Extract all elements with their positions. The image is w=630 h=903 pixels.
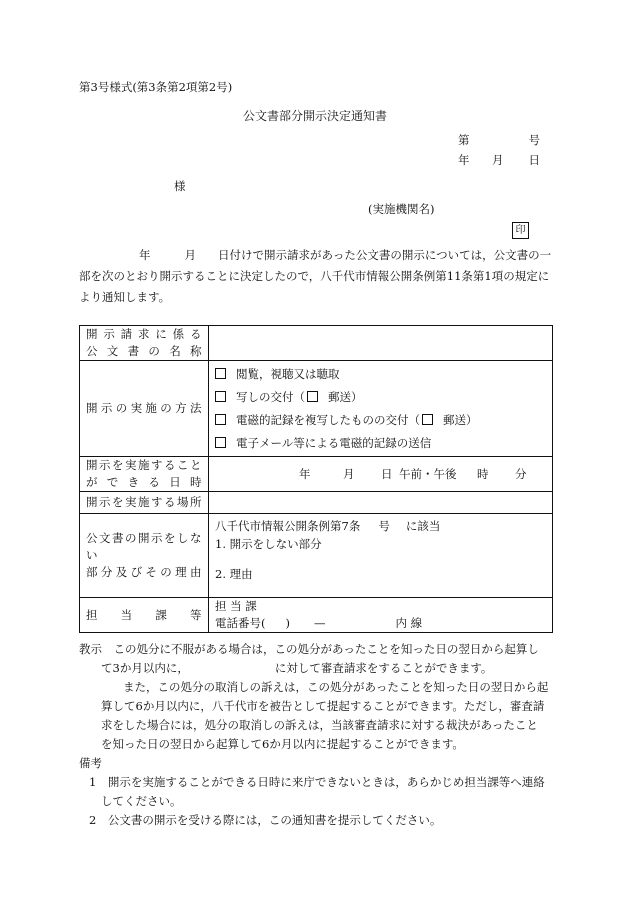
biko-item: 1 開示を実施することができる日時に来庁できないときは，あらかじめ担当課等へ連絡 xyxy=(89,775,545,789)
option-label: 郵送） xyxy=(328,389,363,404)
withheld-value[interactable] xyxy=(209,514,553,598)
ref-go: 号 xyxy=(528,133,540,147)
kyoji-text: に対して審査請求をすることができます。 xyxy=(274,661,493,675)
label-line: 部分及びその理由 xyxy=(86,565,202,579)
date-month: 月 xyxy=(492,153,504,167)
label-line: 開示を実施すること xyxy=(86,458,202,472)
doc-name-label xyxy=(80,326,209,361)
table-row xyxy=(80,361,553,457)
place-label xyxy=(80,492,209,514)
option-label: 閲覧，視聴又は聴取 xyxy=(236,366,340,381)
kyoji-line: 求をした場合には，処分の取消しの訴えは，当該審査請求に対する裁決があったこと xyxy=(101,718,538,732)
label-line: 開示請求に係る xyxy=(86,327,202,341)
label-line: 担当課等 xyxy=(86,607,202,622)
label-line: 開示を実施する場所 xyxy=(86,495,202,509)
checkbox-icon[interactable] xyxy=(215,414,226,425)
intro-line2: 部を次のとおり開示することに決定したので，八千代市情報公開条例第11条第1項の規定に xyxy=(79,269,550,283)
kyoji-line: 算して6か月以内に，八千代市を被告として提起することができます。ただし，審査請 xyxy=(101,699,545,713)
form-number: 第3号様式(第3条第2項第2号) xyxy=(79,80,233,94)
withheld-label xyxy=(80,514,209,598)
mail-checkbox-icon[interactable] xyxy=(422,414,433,425)
issuing-agency: (実施機関名) xyxy=(368,202,435,216)
reason-go: 号 xyxy=(378,519,390,533)
disclosure-table xyxy=(79,325,553,633)
method-option-electronic-copy[interactable] xyxy=(215,409,546,432)
reason-item-part: 1. 開示をしない部分 xyxy=(215,537,322,551)
contact-phone xyxy=(215,615,546,632)
label-line: 開示の実施の方法 xyxy=(86,401,202,415)
datetime-label xyxy=(80,457,209,492)
method-label xyxy=(80,361,209,457)
dt-hour: 時 xyxy=(477,466,489,481)
option-label: 郵送） xyxy=(443,412,478,427)
label-line: 公文書の開示をしない xyxy=(86,531,202,562)
method-option-email[interactable] xyxy=(215,432,546,455)
intro-line1: 日付けで開示請求があった公文書の開示については，公文書の一 xyxy=(218,248,552,262)
table-row xyxy=(80,514,553,598)
intro-line3: より通知します。 xyxy=(79,290,171,304)
table-row xyxy=(80,326,553,361)
checkbox-icon[interactable] xyxy=(215,391,226,402)
datetime-value[interactable] xyxy=(209,457,553,492)
phone-dash: — xyxy=(314,616,326,630)
method-options xyxy=(209,361,553,457)
intro-month: 月 xyxy=(184,248,196,262)
checkbox-icon[interactable] xyxy=(215,368,226,379)
addressee: 様 xyxy=(174,179,186,193)
label-line: ができる日時 xyxy=(86,475,202,489)
seal-mark: 印 xyxy=(512,222,529,239)
kyoji-line: を知った日の翌日から起算して6か月以内に提起することができます。 xyxy=(101,737,464,751)
dt-minute: 分 xyxy=(515,466,527,481)
doc-name-value[interactable] xyxy=(209,326,553,361)
kyoji-line: 教示 この処分に不服がある場合は，この処分があったことを知った日の翌日から起算し xyxy=(79,642,539,656)
kyoji-line xyxy=(79,659,553,678)
option-label: 電子メール等による電磁的記録の送信 xyxy=(236,435,432,450)
reason-item-reason: 2. 理由 xyxy=(215,567,253,581)
biko-item: してください。 xyxy=(101,794,182,808)
table-row xyxy=(80,598,553,633)
notes-section xyxy=(79,640,553,830)
dt-month: 月 xyxy=(343,466,355,481)
place-value[interactable] xyxy=(209,492,553,514)
reason-clause: 八千代市情報公開条例第7条 xyxy=(215,519,361,533)
document-title: 公文書部分開示決定通知書 xyxy=(242,109,387,123)
phone-extension: 内 線 xyxy=(395,616,423,630)
contact-dept: 担 当 課 xyxy=(215,599,257,613)
dt-year: 年 xyxy=(299,466,311,481)
intro-year: 年 xyxy=(139,248,151,262)
contact-label xyxy=(80,598,209,633)
date-day: 日 xyxy=(528,153,540,167)
mail-checkbox-icon[interactable] xyxy=(307,391,318,402)
reason-clause-suffix: に該当 xyxy=(405,519,441,533)
biko-item: 2 公文書の開示を受ける際には，この通知書を提示してください。 xyxy=(89,813,442,827)
intro-paragraph xyxy=(79,245,553,308)
method-option-view[interactable] xyxy=(215,363,546,386)
dt-day: 日 xyxy=(381,466,393,481)
option-label: 写しの交付（ xyxy=(236,389,305,404)
label-line: 公文書の名称 xyxy=(86,344,202,358)
option-label: 電磁的記録を複写したものの交付（ xyxy=(236,412,420,427)
ref-dai: 第 xyxy=(458,133,470,147)
table-row xyxy=(80,457,553,492)
contact-value xyxy=(209,598,553,633)
method-option-copy[interactable] xyxy=(215,386,546,409)
kyoji-text: て3か月以内に， xyxy=(101,661,189,675)
checkbox-icon[interactable] xyxy=(215,437,226,448)
kyoji-line: また，この処分の取消しの訴えは，この処分があったことを知った日の翌日から起 xyxy=(123,680,549,694)
dt-ampm: 午前・午後 xyxy=(399,466,457,481)
biko-title: 備考 xyxy=(79,756,102,770)
table-row xyxy=(80,492,553,514)
date-year: 年 xyxy=(458,153,470,167)
phone-label: 電話番号( xyxy=(215,616,266,630)
phone-paren: ) xyxy=(285,616,290,630)
